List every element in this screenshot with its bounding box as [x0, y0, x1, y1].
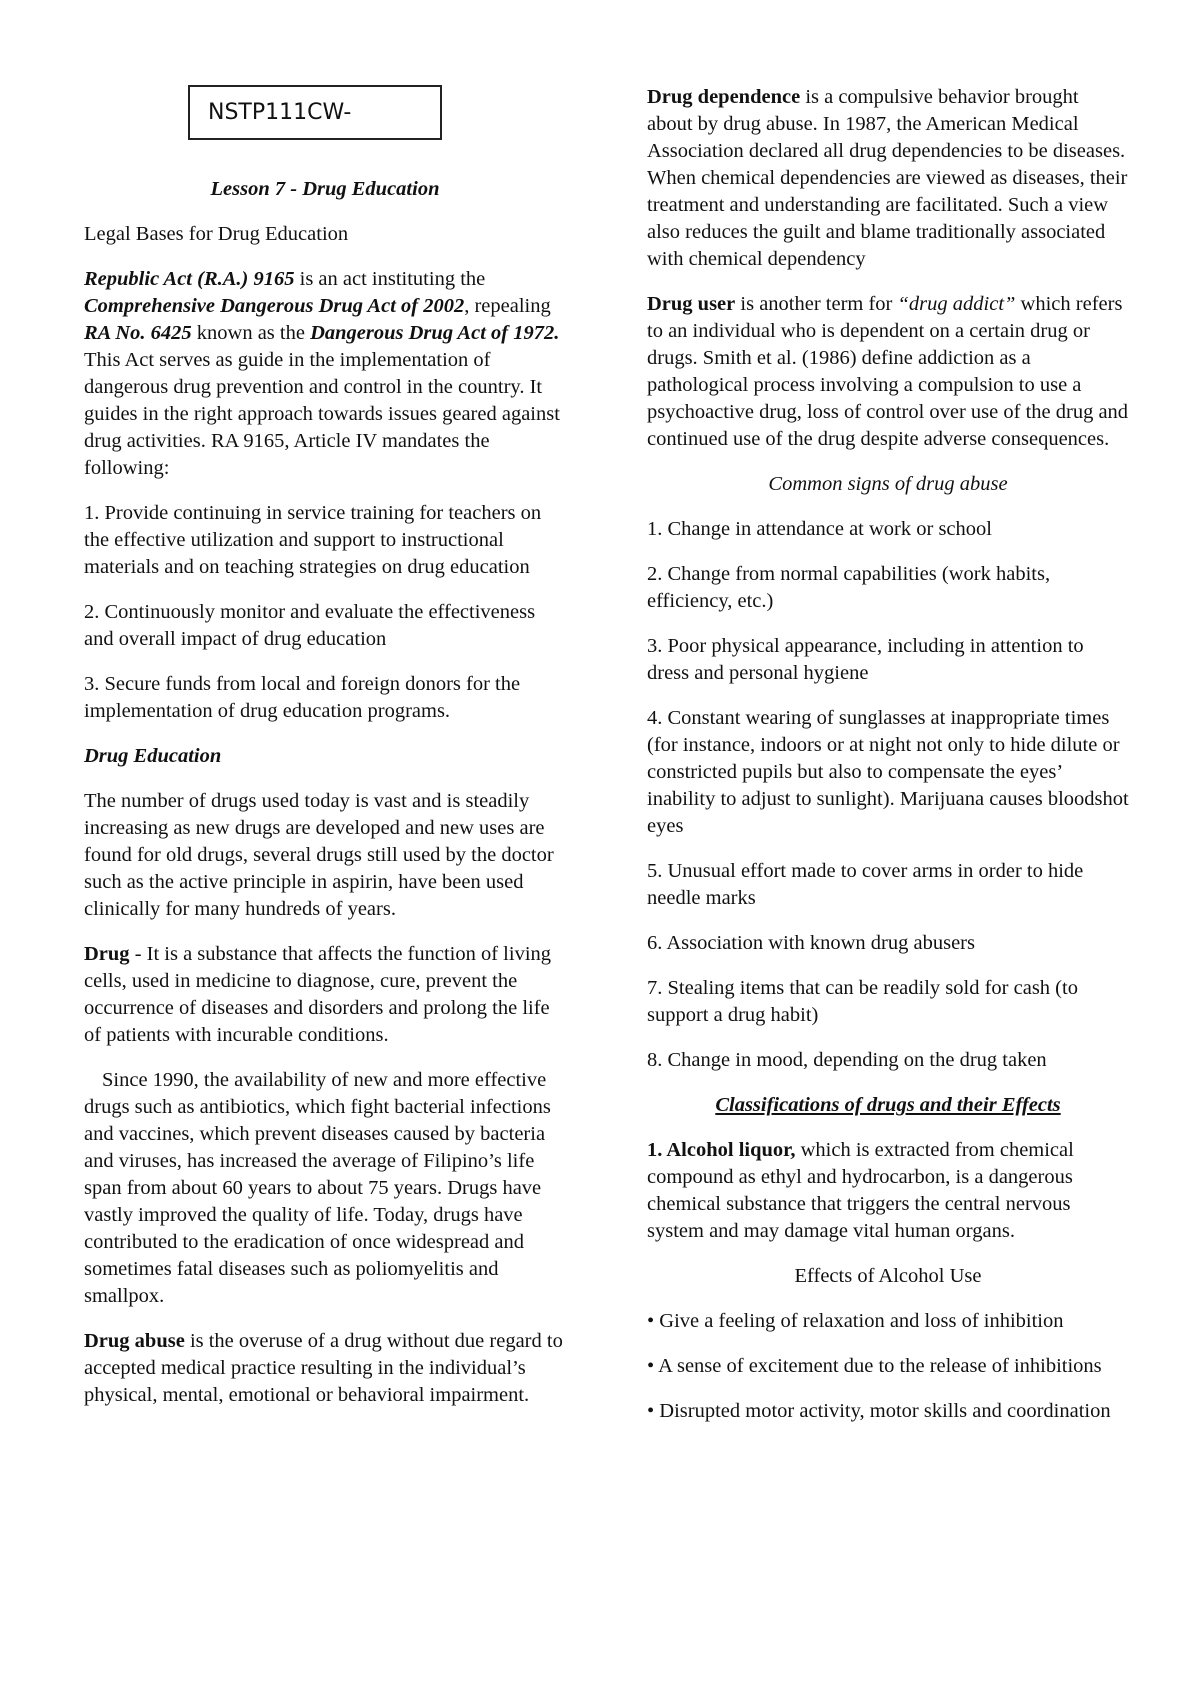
drug-user-paragraph [647, 291, 1129, 453]
alcohol-effect-item: • A sense of excitement due to the release of inhibitions [647, 1355, 1102, 1377]
sign-item: 8. Change in mood, depending on the drug taken [647, 1049, 1047, 1071]
signs-heading: Common signs of drug abuse [768, 473, 1008, 495]
drug-abuse-term: Drug abuse [84, 1330, 185, 1352]
drug-term: Drug [84, 943, 130, 965]
ra-text: This Act serves as guide in the implementation of dangerous drug prevention and control in the country. It guides in the right approach towards issues geared against drug activities. RA 9165, Article IV mandates the following: [84, 349, 560, 479]
right-column [647, 84, 1129, 1443]
ra-text: known as the [191, 322, 311, 344]
sign-item: 5. Unusual effort made to cover arms in order to hide needle marks [647, 860, 1084, 909]
left-column [84, 84, 566, 1427]
drug-user-term: Drug user [647, 293, 736, 315]
alcohol-paragraph [647, 1137, 1129, 1245]
legal-bases-heading: Legal Bases for Drug Education [84, 223, 349, 245]
course-code: NSTP111CW- [208, 100, 352, 125]
sign-item: 6. Association with known drug abusers [647, 932, 975, 954]
drug-user-text: which refers to an individual who is dependent on a certain drug or drugs. Smith et al. (1986) define addiction as a pathological process involving a compulsion to use a psychoactive drug, loss of control over use of the drug and continued use of the drug despite adverse consequences. [647, 293, 1129, 450]
mandate-item: 1. Provide continuing in service training for teachers on the effective utilization and support to instructional materials and on teaching strategies on drug education [84, 502, 542, 578]
ra-9165-paragraph [84, 266, 566, 482]
drug-addict-quote: “drug addict” [897, 293, 1016, 315]
drug-user-text: is another term for [735, 293, 898, 315]
drug-dependence-text: is a compulsive behavior brought about by drug abuse. In 1987, the American Medical Association declared all drug dependencies to be diseases. When chemical dependencies are viewed as diseases, their treatment and understanding are facilitated. Such a view also reduces the guilt and blame traditionally associated with chemical dependency [647, 86, 1128, 270]
alcohol-effects-heading: Effects of Alcohol Use [794, 1265, 982, 1287]
drug-education-paragraph: The number of drugs used today is vast and is steadily increasing as new drugs are developed and new uses are found for old drugs, several drugs still used by the doctor such as the active principle in aspirin, have been used clinically for many hundreds of years. [84, 790, 554, 920]
sign-item: 2. Change from normal capabilities (work habits, efficiency, etc.) [647, 563, 1051, 612]
sign-item: 7. Stealing items that can be readily sold for cash (to support a drug habit) [647, 977, 1078, 1026]
drug-abuse-text: is the overuse of a drug without due regard to accepted medical practice resulting in the individual’s physical, mental, emotional or behavioral impairment. [84, 1330, 563, 1406]
ra-text: , repealing [464, 295, 551, 317]
mandate-item: 3. Secure funds from local and foreign donors for the implementation of drug education programs. [84, 673, 521, 722]
mandate-item: 2. Continuously monitor and evaluate the effectiveness and overall impact of drug education [84, 601, 536, 650]
alcohol-term: 1. Alcohol liquor, [647, 1139, 796, 1161]
sign-item: 1. Change in attendance at work or school [647, 518, 992, 540]
drug-definition-text: - It is a substance that affects the function of living cells, used in medicine to diagnose, cure, prevent the occurrence of diseases and disorders and prolong the life of patients with incurable conditions. [84, 943, 552, 1046]
sign-item: 3. Poor physical appearance, including in attention to dress and personal hygiene [647, 635, 1084, 684]
ra-term: Republic Act (R.A.) 9165 [84, 268, 295, 290]
since-1990-paragraph: Since 1990, the availability of new and more effective drugs such as antibiotics, which fight bacterial infections and vaccines, which prevent diseases caused by bacteria and viruses, has increased the average of Filipino’s life span from about 60 years to about 75 years. Drugs have vastly improved the quality of life. Today, drugs have contributed to the eradication of once widespread and sometimes fatal diseases such as poliomyelitis and smallpox. [84, 1069, 551, 1307]
sign-item: 4. Constant wearing of sunglasses at inappropriate times (for instance, indoors or at night not only to hide dilute or constricted pupils but also to compensate the eyes’ inability to adjust to sunlight). Marijuana causes bloodshot eyes [647, 707, 1129, 837]
ra-term: RA No. 6425 [84, 322, 192, 344]
lesson-title: Lesson 7 - Drug Education [210, 178, 440, 200]
ra-text: is an act instituting the [294, 268, 486, 290]
alcohol-text: which is extracted from chemical compound as ethyl and hydrocarbon, is a dangerous chemical substance that triggers the central nervous system and may damage vital human organs. [647, 1139, 1074, 1242]
drug-abuse-paragraph [84, 1328, 566, 1409]
ra-term: Comprehensive Dangerous Drug Act of 2002 [84, 295, 465, 317]
classifications-heading: Classifications of drugs and their Effects [715, 1094, 1061, 1116]
alcohol-effect-item: • Give a feeling of relaxation and loss of inhibition [647, 1310, 1064, 1332]
drug-definition-paragraph [84, 941, 566, 1049]
ra-term: Dangerous Drug Act of 1972. [310, 322, 560, 344]
drug-education-heading: Drug Education [84, 745, 222, 767]
drug-dependence-paragraph [647, 84, 1129, 273]
drug-dependence-term: Drug dependence [647, 86, 801, 108]
alcohol-effect-item: • Disrupted motor activity, motor skills and coordination [647, 1400, 1111, 1422]
